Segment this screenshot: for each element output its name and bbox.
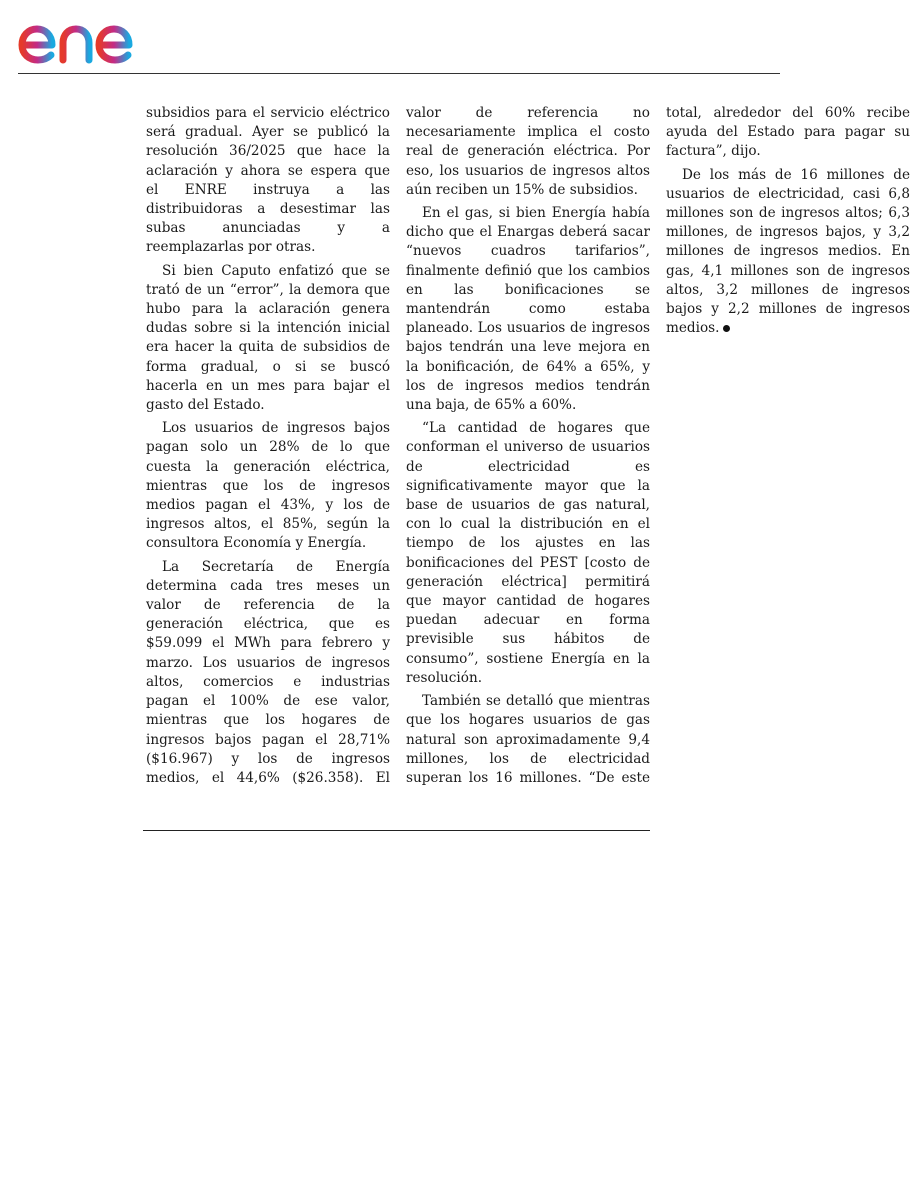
article-end-mark [723, 325, 730, 332]
article-paragraph: La Secretaría de Energía determina cada tres meses un valor de referencia de la generación eléctrica, que es $59.099 el MWh para febrero y marzo. Los usuarios de ingresos altos, comercios e industrias pagan el 100% de ese valor, mientras que los hogares de ingresos bajos pagan el 28,71% ($16.967) y los de ingresos medios, el 44,6% ($26.358). El valor de referencia no necesariamente implica el costo real de generación eléctrica. Por eso, los usuarios de ingresos altos aún reciben un 15% de subsidios. [146, 105, 650, 786]
article-paragraph: En el gas, si bien Energía había dicho que el Enargas deberá sacar “nuevos cuadros tarifarios”, finalmente definió que los cambios en las bonificaciones se mantendrán como estaba planeado. Los usuarios de ingresos bajos tendrán una leve mejora en la bonificación, de 64% a 65%, y los de ingresos medios tendrán una baja, de 65% a 60%. [406, 205, 650, 414]
article-body [146, 104, 910, 794]
article-paragraph: Si bien Caputo enfatizó que se trató de un “error”, la demora que hubo para la aclaración genera dudas sobre si la intención inicial era hacer la quita de subsidios de forma gradual, o si se buscó hacerla en un mes para bajar el gasto del Estado. [146, 262, 390, 414]
article-paragraph: También se detalló que mientras que los hogares usuarios de gas natural son aproximadamente 9,4 millones, los de electricidad superan los 16 millones. “De este total, alrededor del 60% recibe ayuda del Estado para pagar su factura”, dijo. [406, 105, 910, 786]
article-paragraph: subsidios para el servicio eléctrico será gradual. Ayer se publicó la resolución 36/2025 que hace la aclaración y ahora se espera que el ENRE instruya a las distribuidoras a desestimar las subas anunciadas y a reemplazarlas por otras. [146, 105, 390, 256]
footer-divider [143, 830, 650, 831]
last-paragraph-text: De los más de 16 millones de usuarios de electricidad, casi 6,8 millones son de ingresos altos; 6,3 millones, de ingresos bajos, y 3,2 millones de ingresos medios. En gas, 4,1 millones son de ingresos altos, 3,2 millones de ingresos bajos y 2,2 millones de ingresos medios. [666, 166, 910, 337]
article-paragraph: “La cantidad de hogares que conforman el universo de usuarios de electricidad es significativamente mayor que la base de usuarios de gas natural, con lo cual la distribución en el tiempo de los ajustes en las bonificaciones del PEST [costo de generación eléctrica] permitirá que mayor cantidad de hogares puedan adecuar en forma previsible sus hábitos de consumo”, sostiene Energía en la resolución. [406, 420, 650, 686]
article-paragraph-last [666, 166, 910, 339]
page-header [0, 0, 800, 76]
enel-logo [18, 8, 173, 70]
article-paragraph: Los usuarios de ingresos bajos pagan solo un 28% de lo que cuesta la generación eléctrica, mientras que los de ingresos medios pagan el 43%, y los de ingresos altos, el 85%, según la consultora Economía y Energía. [146, 420, 390, 552]
header-divider [18, 73, 780, 74]
